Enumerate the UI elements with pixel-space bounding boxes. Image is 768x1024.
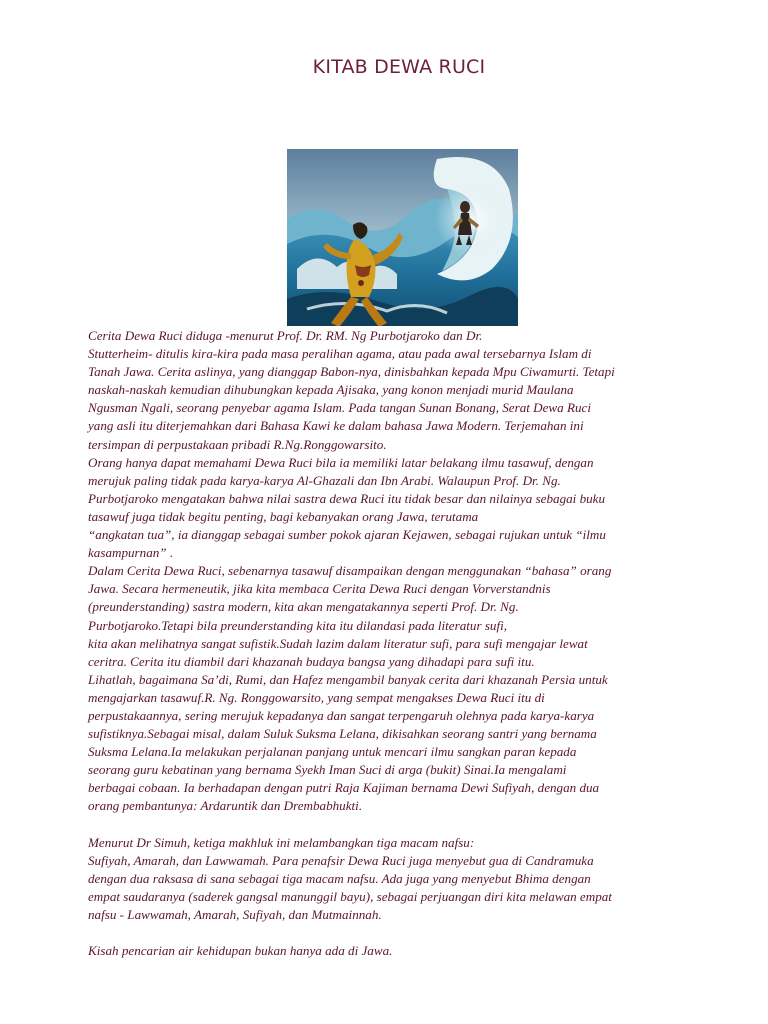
body-line: Cerita Dewa Ruci diduga -menurut Prof. Dr. RM. Ng Purbotjaroko dan Dr. <box>88 328 483 343</box>
body-line: kasampurnan” . <box>88 545 174 561</box>
wayang-dewa-ruci-illustration <box>287 149 518 326</box>
body-line: nafsu - Lawwamah, Amarah, Sufiyah, dan Mutmainnah. <box>88 907 382 922</box>
paragraph-gap <box>88 924 738 942</box>
body-line: Orang hanya dapat memahami Dewa Ruci bila ia memiliki latar belakang ilmu tasawuf, dengan <box>88 454 594 470</box>
body-line: Sufiyah, Amarah, dan Lawwamah. Para penafsir Dewa Ruci juga menyebut gua di Candramuka <box>88 852 594 868</box>
body-line: Suksma Lelana.Ia melakukan perjalanan panjang untuk mencari ilmu sangkan paran kepada <box>88 744 577 760</box>
body-line: empat saudaranya (saderek gangsal manunggil bayu), sebagai perjuangan diri kita melawan empat <box>88 888 612 904</box>
body-line: berbagai cobaan. Ia berhadapan dengan putri Raja Kajiman bernama Dewi Sufiyah, dengan dua <box>88 780 600 796</box>
body-line: yang asli itu diterjemahkan dari Bahasa Kawi ke dalam bahasa Jawa Modern. Terjemahan ini <box>88 418 584 434</box>
body-line: (preunderstanding) sastra modern, kita akan mengatakannya seperti Prof. Dr. Ng. <box>88 599 519 615</box>
body-line: ceritra. Cerita itu diambil dari khazanah budaya bangsa yang dihadapi para sufi itu. <box>88 653 535 669</box>
body-line: tersimpan di perpustakaan pribadi R.Ng.Ronggowarsito. <box>88 436 387 452</box>
body-line: kita akan melihatnya sangat sufistik.Sudah lazim dalam literatur sufi, para sufi mengajar lewat <box>88 635 588 651</box>
body-line: Kisah pencarian air kehidupan bukan hanya ada di Jawa. <box>88 943 393 959</box>
body-line: dengan dua raksasa di sana sebagai tiga macam nafsu. Ada juga yang menyebut Bhima dengan <box>88 870 591 886</box>
body-line: orang pembantunya: Ardaruntik dan Drembabhukti. <box>88 798 363 814</box>
body-line: Jawa. Secara hermeneutik, jika kita membaca Cerita Dewa Ruci dengan Vorverstandnis <box>88 581 551 597</box>
body-line: tasawuf juga tidak begitu penting, bagi kebanyakan orang Jawa, terutama <box>88 508 479 524</box>
body-line: sufistiknya.Sebagai misal, dalam Suluk Suksma Lelana, dikisahkan seorang santri yang bernama <box>88 726 597 742</box>
article-body <box>88 327 738 960</box>
body-line: Menurut Dr Simuh, ketiga makhluk ini melambangkan tiga macam nafsu: <box>88 834 475 850</box>
body-line: Tanah Jawa. Cerita aslinya, yang dianggap Babon-nya, dinisbahkan kepada Mpu Ciwamurti. Tetapi <box>88 364 615 380</box>
body-line: mengajarkan tasawuf.R. Ng. Ronggowarsito, yang sempat mengakses Dewa Ruci itu di <box>88 689 545 705</box>
body-line: Ngusman Ngali, seorang penyebar agama Islam. Pada tangan Sunan Bonang, Serat Dewa Ruci <box>88 400 591 416</box>
body-line: Lihatlah, bagaimana Sa’di, Rumi, dan Hafez mengambil banyak cerita dari khazanah Persia untuk <box>88 671 608 687</box>
body-line: Dalam Cerita Dewa Ruci, sebenarnya tasawuf disampaikan dengan menggunakan “bahasa” orang <box>88 563 612 579</box>
body-line: naskah-naskah kemudian dihubungkan kepada Ajisaka, yang konon menjadi murid Maulana <box>88 382 574 398</box>
body-line: Stutterheim- ditulis kira-kira pada masa peralihan agama, atau pada awal tersebarnya Islam di <box>88 346 592 362</box>
body-line: “angkatan tua”, ia dianggap sebagai sumber pokok ajaran Kejawen, sebagai rujukan untuk “ilmu <box>88 527 606 543</box>
document-title: KITAB DEWA RUCI <box>312 56 486 78</box>
body-line: perpustakaannya, sering merujuk kepadanya dan sangat terpengaruh olehnya pada karya-karya <box>88 707 595 723</box>
paragraph-gap <box>88 816 738 834</box>
body-line: seorang guru kebatinan yang bernama Syekh Iman Suci di arga (bukit) Sinai.Ia mengalami <box>88 762 567 778</box>
body-line: Purbotjaroko.Tetapi bila preunderstanding kita itu dilandasi pada literatur sufi, <box>88 617 508 633</box>
body-line: Purbotjaroko mengatakan bahwa nilai sastra dewa Ruci itu tidak besar dan nilainya sebagai buku <box>88 490 606 506</box>
body-line: merujuk paling tidak pada karya-karya Al-Ghazali dan Ibn Arabi. Walaupun Prof. Dr. Ng. <box>88 472 561 488</box>
